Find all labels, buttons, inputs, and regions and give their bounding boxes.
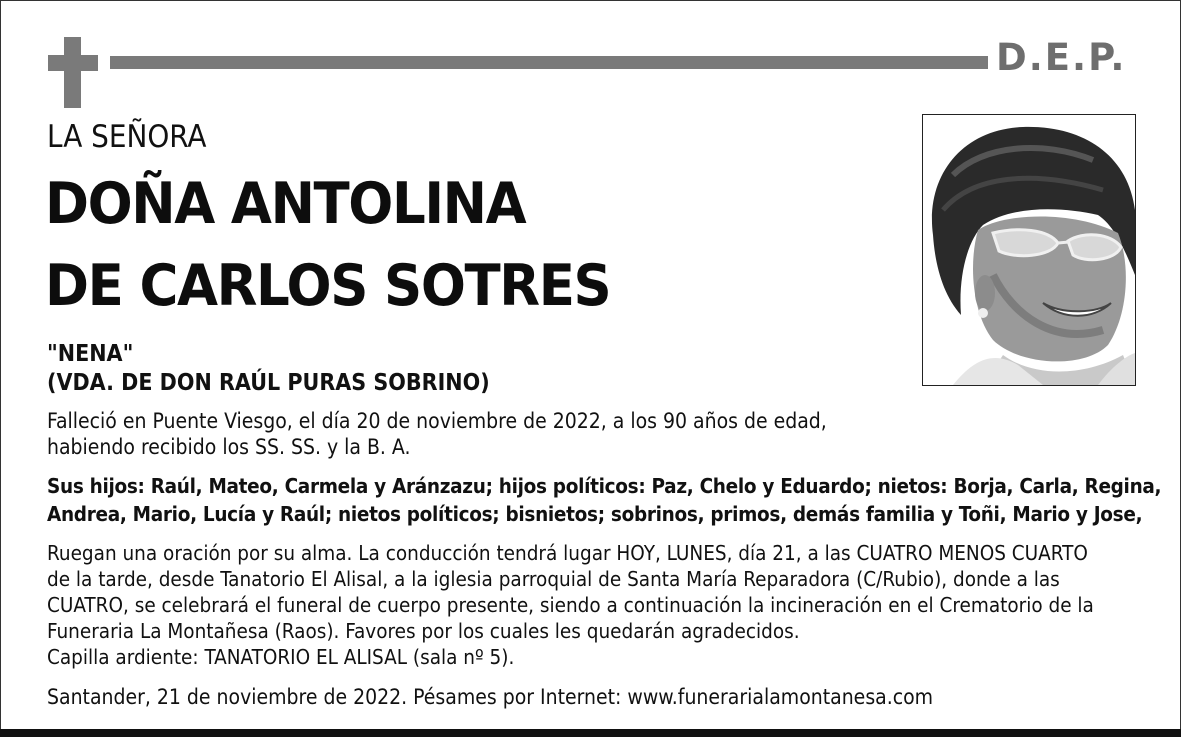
death-notice xyxy=(47,408,847,460)
honorific: LA SEÑORA xyxy=(47,119,207,155)
ceremony-line: Ruegan una oración por su alma. La conducción tendrá lugar HOY, LUNES, día 21, a las CUATRO MENOS CUARTO xyxy=(47,541,1088,565)
portrait-photo xyxy=(922,114,1136,386)
deceased-name-line2: DE CARLOS SOTRES xyxy=(45,253,611,319)
family-line: Sus hijos: Raúl, Mateo, Carmela y Aránzazu; hijos políticos: Paz, Chelo y Eduardo; nietos: Borja, Carla, Regina, xyxy=(47,474,1162,498)
portrait-illustration xyxy=(923,115,1135,385)
death-notice-line: habiendo recibido los SS. SS. y la B. A. xyxy=(47,435,411,459)
deceased-name-line1: DOÑA ANTOLINA xyxy=(45,171,526,237)
family-list xyxy=(47,472,1162,528)
ceremony-line: Funeraria La Montañesa (Raos). Favores por los cuales les quedarán agradecidos. xyxy=(47,619,800,643)
dep-label: D.E.P. xyxy=(996,36,1127,79)
header-rule xyxy=(110,56,988,69)
chapel-line: Capilla ardiente: TANATORIO EL ALISAL (sala nº 5). xyxy=(47,645,515,669)
ceremony-details xyxy=(47,540,1147,670)
ceremony-line: CUATRO, se celebrará el funeral de cuerpo presente, siendo a continuación la incineración en el Crematorio de la xyxy=(47,593,1094,617)
footer-text: Santander, 21 de noviembre de 2022. Pésames por Internet: www.funerarialamontanesa.com xyxy=(47,685,934,709)
widow-of: (VDA. DE DON RAÚL PURAS SOBRINO) xyxy=(47,370,490,396)
nickname: "NENA" xyxy=(47,341,134,367)
death-notice-line: Falleció en Puente Viesgo, el día 20 de noviembre de 2022, a los 90 años de edad, xyxy=(47,409,827,433)
ceremony-line: de la tarde, desde Tanatorio El Alisal, a la iglesia parroquial de Santa María Reparadora (C/Rubio), donde a las xyxy=(47,567,1060,591)
bottom-border-bar xyxy=(0,729,1181,737)
family-line: Andrea, Mario, Lucía y Raúl; nietos políticos; bisnietos; sobrinos, primos, demás familia y Toñi, Mario y Jose, xyxy=(47,502,1143,526)
